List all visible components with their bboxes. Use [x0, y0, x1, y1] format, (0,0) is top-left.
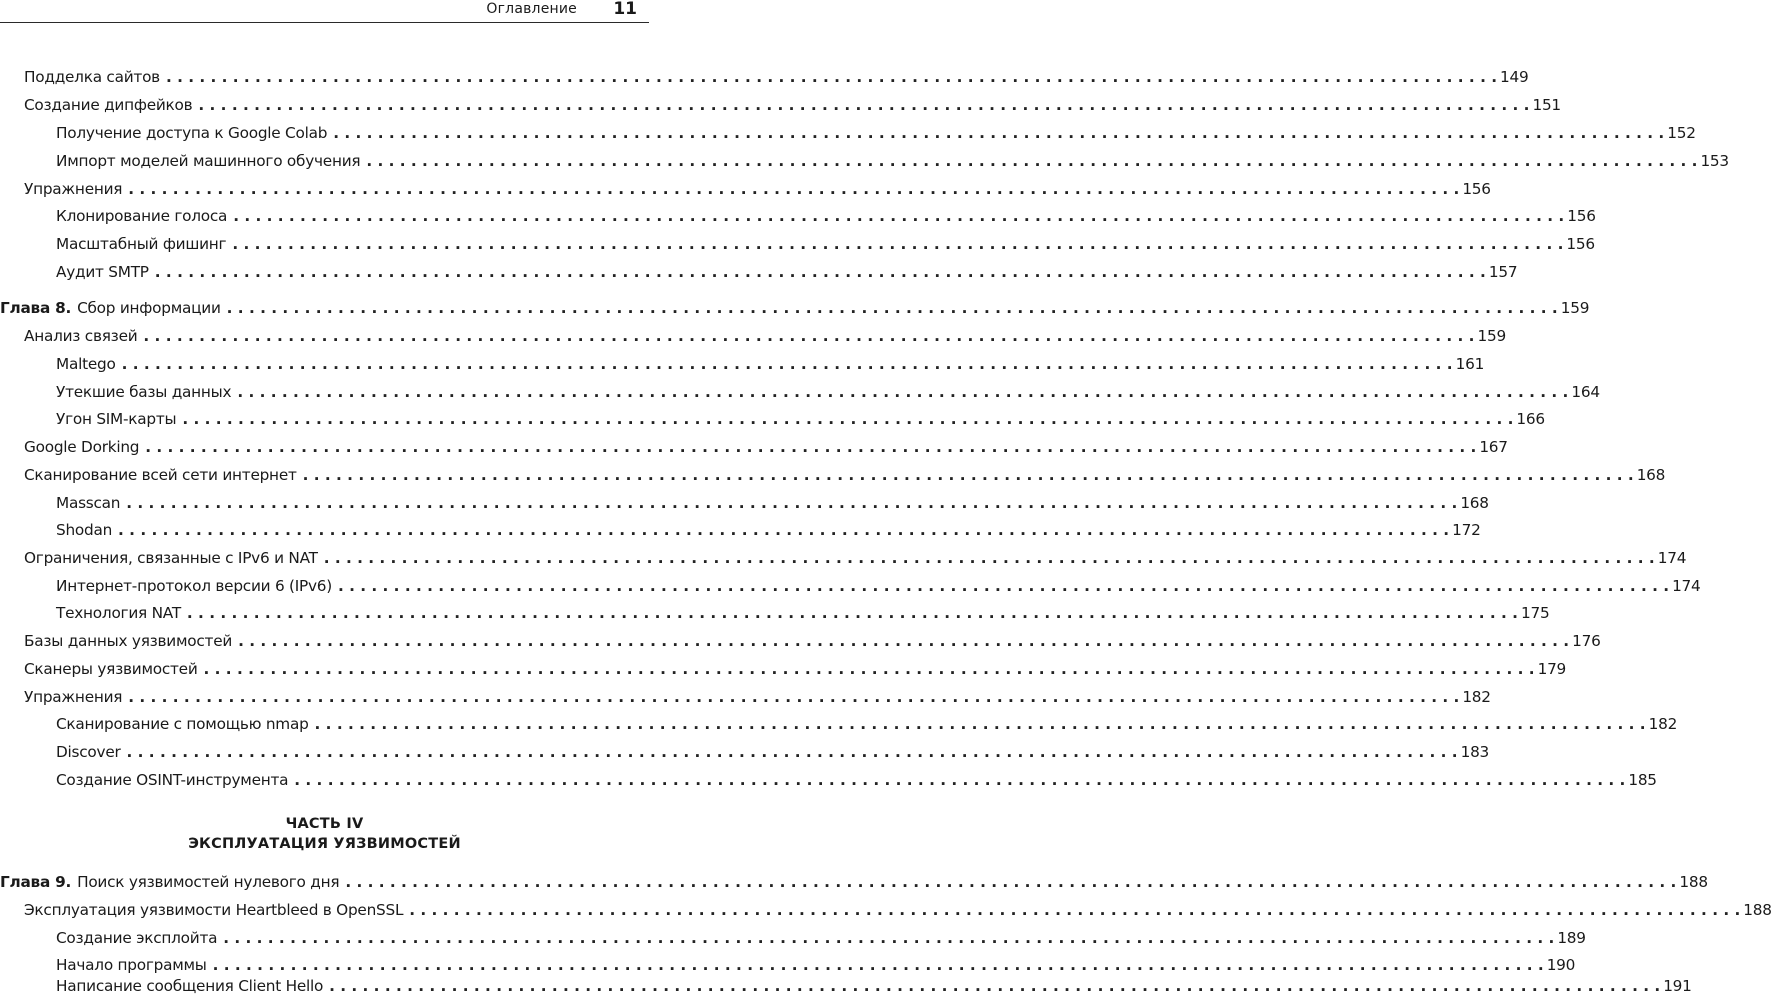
- dot-leader: [329, 977, 1660, 995]
- toc-entry[interactable]: [0, 977, 1692, 999]
- toc-entry-page: 167: [1479, 438, 1508, 456]
- toc-entry-page: 156: [1567, 207, 1596, 225]
- toc-entry-label: Сбор информации: [77, 299, 221, 317]
- dot-leader: [122, 355, 1453, 373]
- dot-leader: [338, 577, 1669, 595]
- dot-leader: [143, 327, 1474, 345]
- dot-leader: [127, 743, 1458, 761]
- toc-entry[interactable]: [0, 68, 1529, 90]
- toc-entry-label: Технология NAT: [56, 604, 181, 622]
- dot-leader: [315, 715, 1646, 733]
- toc-entry-label: Maltego: [56, 355, 116, 373]
- toc-entry[interactable]: [0, 207, 1596, 229]
- toc-entry[interactable]: [0, 577, 1701, 599]
- toc-entry-page: 159: [1560, 299, 1590, 317]
- toc-entry[interactable]: [0, 96, 1561, 118]
- toc-entry-label: Клонирование голоса: [56, 207, 228, 225]
- toc-entry-page: 189: [1557, 929, 1586, 947]
- dot-leader: [232, 235, 1563, 253]
- toc-entry-label: Подделка сайтов: [24, 68, 160, 86]
- toc-entry-page: 168: [1636, 466, 1666, 484]
- toc-entry[interactable]: [0, 549, 1687, 571]
- toc-entry-page: 179: [1537, 660, 1567, 678]
- toc-entry[interactable]: [0, 632, 1601, 654]
- toc-entry[interactable]: [0, 688, 1491, 710]
- dot-leader: [324, 549, 1655, 567]
- dot-leader: [294, 771, 1625, 789]
- toc-entry-page: 164: [1571, 383, 1600, 401]
- toc-entry-label: Masscan: [56, 494, 121, 512]
- toc-entry-page: 176: [1572, 632, 1601, 650]
- toc-entry-page: 182: [1648, 715, 1678, 733]
- toc-entry-page: 156: [1566, 235, 1595, 253]
- toc-entry-label: Создание OSINT-инструмента: [56, 771, 289, 789]
- toc-entry-page: 188: [1743, 901, 1772, 919]
- toc-entry-label: Упражнения: [24, 180, 123, 198]
- toc-entry[interactable]: [0, 466, 1666, 488]
- dot-leader: [223, 929, 1554, 947]
- toc-entry-page: 156: [1462, 180, 1491, 198]
- toc-entry-label: Ограничения, связанные с IPv6 и NAT: [24, 549, 318, 567]
- toc-entry[interactable]: [0, 521, 1481, 543]
- toc-entry-label: Google Dorking: [24, 438, 140, 456]
- dot-leader: [187, 604, 1518, 622]
- toc-entry-label: Сканеры уязвимостей: [24, 660, 198, 678]
- toc-entry[interactable]: [0, 929, 1586, 951]
- toc-entry-label: Создание эксплойта: [56, 929, 218, 947]
- toc-entry-page: 159: [1477, 327, 1506, 345]
- toc-entry-label: Сканирование всей сети интернет: [24, 466, 297, 484]
- dot-leader: [227, 299, 1558, 317]
- toc-entry[interactable]: [0, 715, 1678, 737]
- toc-entry-label: Поиск уязвимостей нулевого дня: [77, 873, 340, 891]
- toc-entry[interactable]: [0, 604, 1550, 626]
- toc-entry-label: Shodan: [56, 521, 113, 539]
- toc-entry-page: 174: [1657, 549, 1687, 567]
- toc-entry-label: Аудит SMTP: [56, 263, 149, 281]
- dot-leader: [333, 124, 1664, 142]
- running-header: [0, 0, 649, 23]
- dot-leader: [409, 901, 1740, 919]
- toc-entry[interactable]: [0, 743, 1490, 765]
- dot-leader: [366, 152, 1697, 170]
- toc-entry-label: Угон SIM-карты: [56, 410, 177, 428]
- toc-entry-label: Масштабный фишинг: [56, 235, 227, 253]
- toc-entry-page: 182: [1462, 688, 1491, 706]
- dot-leader: [213, 956, 1544, 974]
- dot-leader: [204, 660, 1535, 678]
- toc-entry-page: 151: [1532, 96, 1561, 114]
- toc-entry-page: 161: [1455, 355, 1485, 373]
- dot-leader: [128, 688, 1459, 706]
- dot-leader: [126, 494, 1457, 512]
- toc-entry-label: Упражнения: [24, 688, 123, 706]
- toc-entry[interactable]: [0, 494, 1489, 516]
- chapter-prefix: Глава 9.: [0, 873, 72, 891]
- toc-entry-page: 153: [1700, 152, 1729, 170]
- toc-entry-page: 191: [1663, 977, 1692, 995]
- toc-entry[interactable]: [0, 410, 1545, 432]
- toc-entry[interactable]: [0, 235, 1595, 257]
- toc-entry-page: 149: [1500, 68, 1529, 86]
- toc-entry-page: 174: [1672, 577, 1701, 595]
- dot-leader: [166, 68, 1497, 86]
- dot-leader: [238, 632, 1569, 650]
- dot-leader: [233, 207, 1564, 225]
- toc-entry-label: Утекшие базы данных: [56, 383, 232, 401]
- toc-entry-page: 157: [1488, 263, 1518, 281]
- dot-leader: [118, 521, 1449, 539]
- toc-entry[interactable]: [0, 152, 1729, 174]
- toc-entry-page: 152: [1667, 124, 1696, 142]
- toc-entry-page: 190: [1546, 956, 1576, 974]
- page-number: 11: [613, 0, 637, 19]
- toc-entry-page: 172: [1452, 521, 1481, 539]
- toc-entry-label: Эксплуатация уязвимости Heartbleed в OpenSSL: [24, 901, 404, 919]
- toc-entry-page: 188: [1679, 873, 1708, 891]
- toc-entry[interactable]: [0, 180, 1491, 202]
- part-title: ЭКСПЛУАТАЦИЯ УЯЗВИМОСТЕЙ: [188, 836, 461, 852]
- dot-leader: [145, 438, 1476, 456]
- toc-entry-label: Импорт моделей машинного обучения: [56, 152, 361, 170]
- toc-entry[interactable]: [0, 438, 1508, 460]
- toc-entry-page: 183: [1460, 743, 1490, 761]
- toc-entry-page: 166: [1516, 410, 1545, 428]
- toc-entry[interactable]: [0, 383, 1600, 405]
- toc-entry[interactable]: [0, 327, 1506, 349]
- toc-entry-label: Сканирование с помощью nmap: [56, 715, 309, 733]
- dot-leader: [198, 96, 1529, 114]
- dot-leader: [303, 466, 1634, 484]
- toc-chapter-entry[interactable]: [0, 873, 1708, 895]
- toc-entry[interactable]: [0, 263, 1518, 285]
- dot-leader: [155, 263, 1486, 281]
- toc-entry-label: Создание дипфейков: [24, 96, 193, 114]
- dot-leader: [128, 180, 1459, 198]
- dot-leader: [237, 383, 1568, 401]
- toc-entry-label: Базы данных уязвимостей: [24, 632, 233, 650]
- header-title: Оглавление: [486, 1, 577, 17]
- toc-entry[interactable]: [0, 771, 1657, 793]
- chapter-prefix: Глава 8.: [0, 299, 72, 317]
- toc-entry-label: Discover: [56, 743, 121, 761]
- toc-entry-label: Получение доступа к Google Colab: [56, 124, 328, 142]
- dot-leader: [182, 410, 1513, 428]
- toc-entry[interactable]: [0, 355, 1485, 377]
- toc-entry[interactable]: [0, 124, 1696, 146]
- toc-entry[interactable]: [0, 660, 1567, 682]
- toc-chapter-entry[interactable]: [0, 299, 1590, 321]
- toc-entry-label: Написание сообщения Client Hello: [56, 977, 324, 995]
- toc-entry[interactable]: [0, 956, 1576, 978]
- toc-entry-page: 185: [1628, 771, 1657, 789]
- toc-entry-label: Начало программы: [56, 956, 207, 974]
- toc-entry[interactable]: [0, 901, 1772, 923]
- toc-entry-label: Анализ связей: [24, 327, 138, 345]
- toc-entry-page: 168: [1460, 494, 1489, 512]
- dot-leader: [345, 873, 1676, 891]
- toc-entry-page: 175: [1520, 604, 1550, 622]
- part-number: ЧАСТЬ IV: [285, 816, 364, 832]
- toc-entry-label: Интернет-протокол версии 6 (IPv6): [56, 577, 332, 595]
